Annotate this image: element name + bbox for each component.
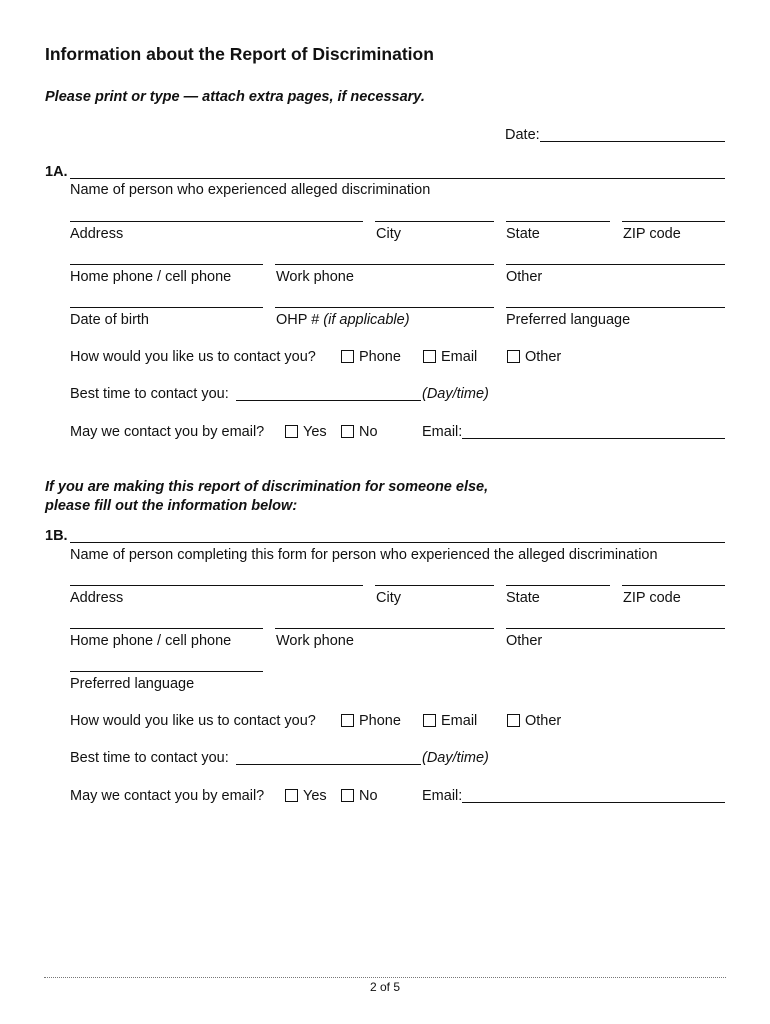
yes-checkbox-1a[interactable] <box>285 425 298 438</box>
state-label-1a: State <box>506 226 540 242</box>
contact-question-1b: How would you like us to contact you? <box>70 713 316 729</box>
no-checkbox-1b[interactable] <box>341 789 354 802</box>
state-field-1b[interactable] <box>506 585 610 586</box>
instructions: Please print or type — attach extra pages, if necessary. <box>45 89 425 105</box>
phone-option-label-1a: Phone <box>359 349 401 365</box>
home-phone-field-1a[interactable] <box>70 264 263 265</box>
day-time-note-1a: (Day/time) <box>422 386 489 402</box>
name-field-1b[interactable] <box>70 542 725 543</box>
other-option-label-1b: Other <box>525 713 562 729</box>
email-option-label-1a: Email <box>441 349 478 365</box>
best-time-label-1a: Best time to contact you: <box>70 386 229 402</box>
address-field-1a[interactable] <box>70 221 363 222</box>
state-label-1b: State <box>506 590 540 606</box>
other-checkbox-1b[interactable] <box>507 714 520 727</box>
email-question-1b: May we contact you by email? <box>70 788 265 804</box>
name-label-1b: Name of person completing this form for person who experienced the alleged discrimination <box>70 547 658 563</box>
zip-field-1b[interactable] <box>622 585 725 586</box>
no-label-1b: No <box>359 788 378 804</box>
city-label-1a: City <box>376 226 401 242</box>
other-phone-field-1a[interactable] <box>506 264 725 265</box>
name-label-1a: Name of person who experienced alleged discrimination <box>70 182 431 198</box>
other-phone-field-1b[interactable] <box>506 628 725 629</box>
other-checkbox-1a[interactable] <box>507 350 520 363</box>
best-time-field-1b[interactable] <box>236 764 421 765</box>
home-phone-label-1a: Home phone / cell phone <box>70 269 232 285</box>
email-question-1a: May we contact you by email? <box>70 424 265 440</box>
zip-label-1a: ZIP code <box>623 226 681 242</box>
email-field-1b[interactable] <box>462 802 725 803</box>
other-label-1a: Other <box>506 269 543 285</box>
section-1a-number: 1A. <box>45 164 68 180</box>
name-field-1a[interactable] <box>70 178 725 179</box>
email-option-label-1b: Email <box>441 713 478 729</box>
best-time-label-1b: Best time to contact you: <box>70 750 229 766</box>
work-phone-label-1a: Work phone <box>276 269 354 285</box>
other-label-1b: Other <box>506 633 543 649</box>
zip-label-1b: ZIP code <box>623 590 681 606</box>
intro-1b-line1: If you are making this report of discrimination for someone else, <box>45 479 489 495</box>
dob-field-1a[interactable] <box>70 307 263 308</box>
ohp-field-1a[interactable] <box>275 307 494 308</box>
home-phone-field-1b[interactable] <box>70 628 263 629</box>
phone-checkbox-1a[interactable] <box>341 350 354 363</box>
language-label-1b: Preferred language <box>70 676 195 692</box>
city-label-1b: City <box>376 590 401 606</box>
contact-question-1a: How would you like us to contact you? <box>70 349 316 365</box>
date-field[interactable] <box>540 141 725 142</box>
no-checkbox-1a[interactable] <box>341 425 354 438</box>
language-label-1a: Preferred language <box>506 312 631 328</box>
email-checkbox-1b[interactable] <box>423 714 436 727</box>
address-label-1a: Address <box>70 226 124 242</box>
page-number: 2 of 5 <box>369 980 401 994</box>
ohp-label-1a: OHP # (if applicable) <box>276 312 410 328</box>
language-field-1a[interactable] <box>506 307 725 308</box>
other-option-label-1a: Other <box>525 349 562 365</box>
home-phone-label-1b: Home phone / cell phone <box>70 633 232 649</box>
best-time-field-1a[interactable] <box>236 400 421 401</box>
yes-label-1a: Yes <box>303 424 327 440</box>
work-phone-field-1b[interactable] <box>275 628 494 629</box>
phone-checkbox-1b[interactable] <box>341 714 354 727</box>
yes-label-1b: Yes <box>303 788 327 804</box>
email-label-1a: Email: <box>422 424 463 440</box>
work-phone-label-1b: Work phone <box>276 633 354 649</box>
footer-divider <box>44 977 726 978</box>
intro-1b-line2: please fill out the information below: <box>45 498 298 514</box>
dob-label-1a: Date of birth <box>70 312 149 328</box>
city-field-1b[interactable] <box>375 585 494 586</box>
date-label: Date: <box>505 127 540 143</box>
state-field-1a[interactable] <box>506 221 610 222</box>
language-field-1b[interactable] <box>70 671 263 672</box>
email-checkbox-1a[interactable] <box>423 350 436 363</box>
email-label-1b: Email: <box>422 788 463 804</box>
page-title: Information about the Report of Discrimination <box>45 44 434 64</box>
section-1b-number: 1B. <box>45 528 68 544</box>
phone-option-label-1b: Phone <box>359 713 401 729</box>
email-field-1a[interactable] <box>462 438 725 439</box>
work-phone-field-1a[interactable] <box>275 264 494 265</box>
zip-field-1a[interactable] <box>622 221 725 222</box>
address-label-1b: Address <box>70 590 124 606</box>
day-time-note-1b: (Day/time) <box>422 750 489 766</box>
address-field-1b[interactable] <box>70 585 363 586</box>
no-label-1a: No <box>359 424 378 440</box>
city-field-1a[interactable] <box>375 221 494 222</box>
yes-checkbox-1b[interactable] <box>285 789 298 802</box>
ohp-note-1a: (if applicable) <box>323 312 410 328</box>
